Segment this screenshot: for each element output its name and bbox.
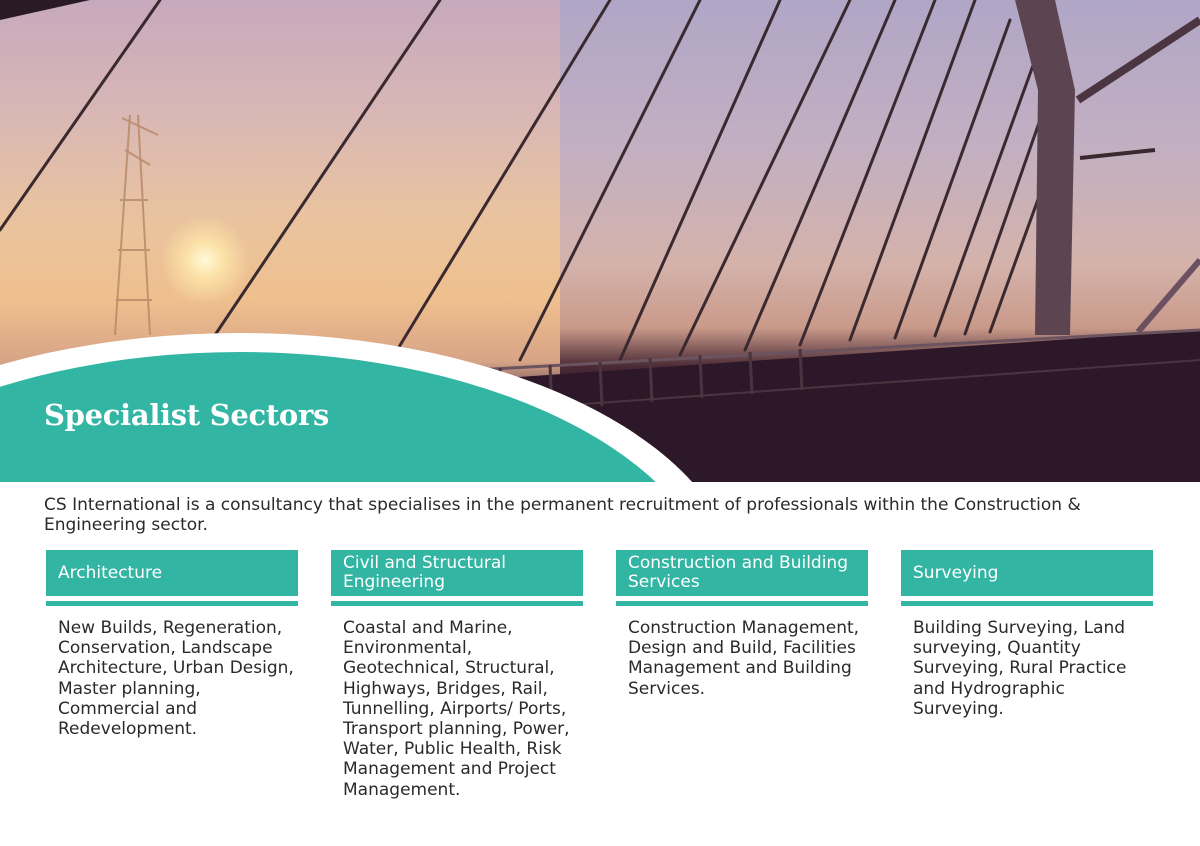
intro-paragraph: CS International is a consultancy that specialises in the permanent recruitment of professionals within the Construction & Engineering sector.: [44, 495, 1081, 535]
sector-description: New Builds, Regeneration, Conservation, Landscape Architecture, Urban Design, Master planning, Commercial and Redevelopment.: [58, 618, 294, 740]
page-title: Specialist Sectors: [44, 398, 329, 432]
sector-heading: Surveying: [901, 550, 1153, 596]
sector-architecture: [46, 550, 298, 739]
sector-heading: Architecture: [46, 550, 298, 596]
sector-divider: [331, 601, 583, 606]
sector-description: Coastal and Marine, Environmental, Geotechnical, Structural, Highways, Bridges, Rail, Tunnelling, Airports/ Ports, Transport planning, Power, Water, Public Health, Risk Management and Project Management.: [343, 618, 570, 800]
sector-divider: [46, 601, 298, 606]
sector-surveying: [901, 550, 1153, 719]
sector-description: Construction Management, Design and Build, Facilities Management and Building Services.: [628, 618, 860, 699]
sector-civil-structural: [331, 550, 583, 800]
sector-construction-building: [616, 550, 868, 699]
sector-description: Building Surveying, Land surveying, Quantity Surveying, Rural Practice and Hydrographic Surveying.: [913, 618, 1127, 719]
sector-divider: [616, 601, 868, 606]
sector-divider: [901, 601, 1153, 606]
sector-heading: Civil and Structural Engineering: [331, 550, 583, 596]
sector-heading: Construction and Building Services: [616, 550, 868, 596]
